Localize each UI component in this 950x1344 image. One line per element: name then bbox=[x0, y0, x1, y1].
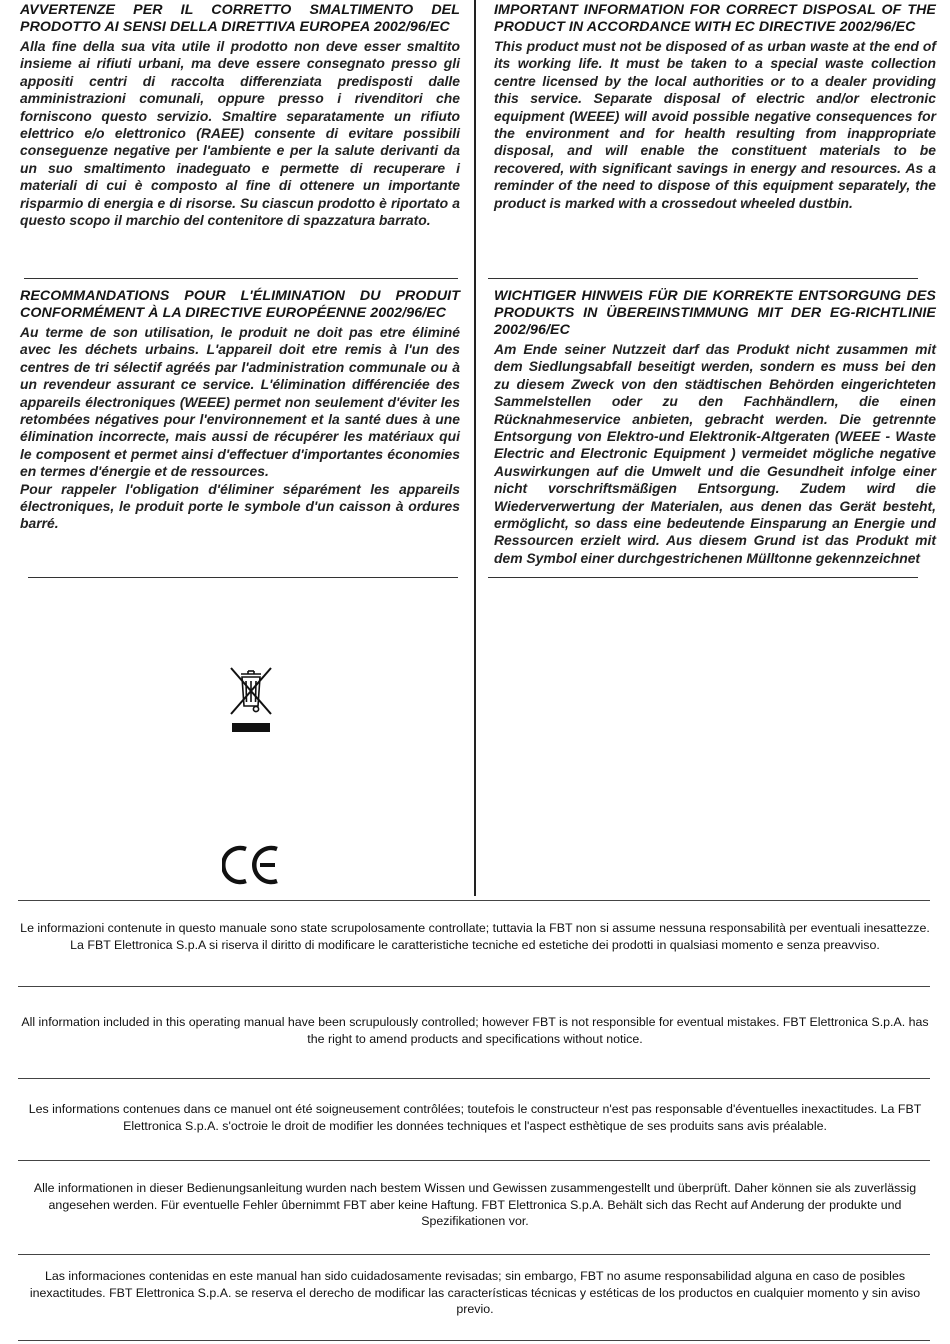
section-fr bbox=[20, 288, 460, 533]
section-fr-title: RECOMMANDATIONS POUR L'ÉLIMINATION DU PRODUIT CONFORMÉMENT À LA DIRECTIVE EUROPÉENNE 2002/96/EC bbox=[20, 288, 460, 321]
disclaimer-divider-0 bbox=[18, 900, 930, 901]
section-en-body: This product must not be disposed of as urban waste at the end of its working life. It must be taken to a special waste collection centre licensed by the local authorities or to a dealer providing this service. Separate disposal of electric and/or electronic equipment (WEEE) will avoid possible negative consequences for the environment and for health resulting from inappropriate disposal, and will enable the constituent materials to be recovered, with significant savings in energy and resources. As a reminder of the need to dispose of this equipment separately, the product is marked with a crossedout wheeled dustbin. bbox=[494, 38, 936, 211]
disclaimer-en: All information included in this operating manual have been scrupulously controlled; however FBT is not responsible for eventual mistakes. FBT Elettronica S.p.A. has the right to amend products and specifications without notice. bbox=[21, 1015, 929, 1046]
section-divider-left-2 bbox=[28, 577, 458, 578]
section-it bbox=[20, 2, 460, 229]
section-divider-right-2 bbox=[488, 577, 918, 578]
section-de-body: Am Ende seiner Nutzzeit darf das Produkt nicht zusammen mit dem Siedlungsabfall beseitigt werden, sondern es muss bei den zu diesem Zweck von den städtischen Behörden eingerichteten Sammelstellen oder zu den Fachhändlern, die einen Rücknahmeservice anbieten, gebracht werden. Die getrennte Entsorgung von Elektro-und Elektronik-Altgeraten (WEEE - Waste Electric and Electronic Equipment ) vermeidet mögliche negative Auswirkungen auf die Umwelt und die Gesundheit infolge einer nicht vorschriftsmäßigen Entsorgung. Zudem wird die Wiederverwertung der Materialen, aus denen das Gerät besteht, ermöglicht, so dass eine bedeutende Einsparung an Energie und Ressourcen erzielt wird. Aus diesem Grund ist das Produkt mit dem Symbol einer durchgestrichenen Mülltonne gekennzeichnet bbox=[494, 341, 936, 566]
disclaimer-divider-2 bbox=[18, 1078, 930, 1079]
column-divider bbox=[474, 0, 476, 896]
disclaimer-es: Las informaciones contenidas en este manual han sido cuidadosamente revisadas; sin embargo, FBT no asume responsabilidad alguna en caso de posibles inexactitudes. FBT Elettronica S.p.A. se reserva el derecho de modificar las características técnicas y estéticas de los productos en cualquier momento y sin aviso previo. bbox=[29, 1269, 921, 1317]
section-de-title: WICHTIGER HINWEIS FÜR DIE KORREKTE ENTSORGUNG DES PRODUKTS IN ÜBEREINSTIMMUNG MIT DER EG-RICHTLINIE 2002/96/EC bbox=[494, 288, 936, 338]
crossed-out-wheeled-bin-icon bbox=[228, 664, 274, 734]
disclaimer-divider-3 bbox=[18, 1160, 930, 1161]
disclaimer-divider-1 bbox=[18, 986, 930, 987]
section-divider-left-1 bbox=[24, 278, 458, 279]
disclaimer-de: Alle informationen in dieser Bedienungsanleitung wurden nach bestem Wissen und Gewissen zusammengestellt und überprüft. Daher können sie als zuverlässig angesehen werden. Für eventuelle Fehler ûbernimmt FBT aber keine Haftung. FBT Elettronica S.p.A. Behält sich das Recht auf Anderung der produkte und Spezifikationen vor. bbox=[33, 1181, 917, 1229]
disclaimer-divider-5 bbox=[18, 1340, 930, 1341]
section-it-title: AVVERTENZE PER IL CORRETTO SMALTIMENTO DEL PRODOTTO AI SENSI DELLA DIRETTIVA EUROPEA 2002/96/EC bbox=[20, 2, 460, 35]
section-de bbox=[494, 288, 936, 567]
section-it-body: Alla fine della sua vita utile il prodotto non deve esser smaltito insieme ai rifiuti urbani, ma deve essere consegnato presso gli appositi centri di raccolta differenziata predisposti dalle amministrazioni comunali, oppure presso i rivenditori che forniscono questo servizio. Smaltire separatamente un rifiuto elettrico e/o elettronico (RAEE) consente di evitare possibili conseguenze negative per l'ambiente e per la salute derivanti da un suo smaltimento inadeguato e permette di recuperare i materiali di cui è composto al fine di ottenere un importante risparmio di energia e di risorse. Su ciascun prodotto è riportato a questo scopo il marchio del contenitore di spazzatura barrato. bbox=[20, 38, 460, 229]
section-fr-body: Au terme de son utilisation, le produit ne doit pas etre éliminé avec les déchets urbains. L'appareil doit etre remis à l'un des centres de tri sélectif agréés par l'administration communale ou à un revendeur assurant ce service. L'élimination différenciée des appareils électroniques (WEEE) permet non seulement d'éviter les retombées négatives pour l'environnement et la santé dues à une élimination incorrecte, mais aussi de récupérer les matériaux qui le composent et permet ainsi d'effectuer d'importantes économies en termes d'énergie et de ressources. Pour rappeler l'obligation d'éliminer séparément les appareils électroniques, le produit porte le symbole d'un caisson à ordures barré. bbox=[20, 324, 460, 532]
section-en-title: IMPORTANT INFORMATION FOR CORRECT DISPOSAL OF THE PRODUCT IN ACCORDANCE WITH EC DIRECTIVE 2002/96/EC bbox=[494, 2, 936, 35]
disclaimer-it: Le informazioni contenute in questo manuale sono state scrupolosamente controllate; tuttavia la FBT non si assume nessuna responsabilità per eventuali inesattezze. La FBT Elettronica S.p.A si riserva il diritto di modificare le caratteristiche tecniche ed estetiche dei prodotti in qualsiasi momento e senza preavviso. bbox=[20, 921, 930, 952]
section-fr-body-2: Pour rappeler l'obligation d'éliminer séparément les appareils électroniques, le produit porte le symbole d'un caisson à ordures barré. bbox=[20, 480, 460, 532]
disclaimer-divider-4 bbox=[18, 1254, 930, 1255]
ce-mark-icon bbox=[222, 843, 280, 887]
section-divider-right-1 bbox=[488, 278, 918, 279]
section-en bbox=[494, 2, 936, 212]
disclaimer-fr: Les informations contenues dans ce manuel ont été soigneusement contrôlées; toutefois le constructeur n'est pas responsable d'éventuelles inexactitudes. La FBT Elettronica S.p.A. s'octroie le droit de modifier les données techniques et l'aspect esthètique de ses produits sans avis préalable. bbox=[28, 1102, 922, 1133]
